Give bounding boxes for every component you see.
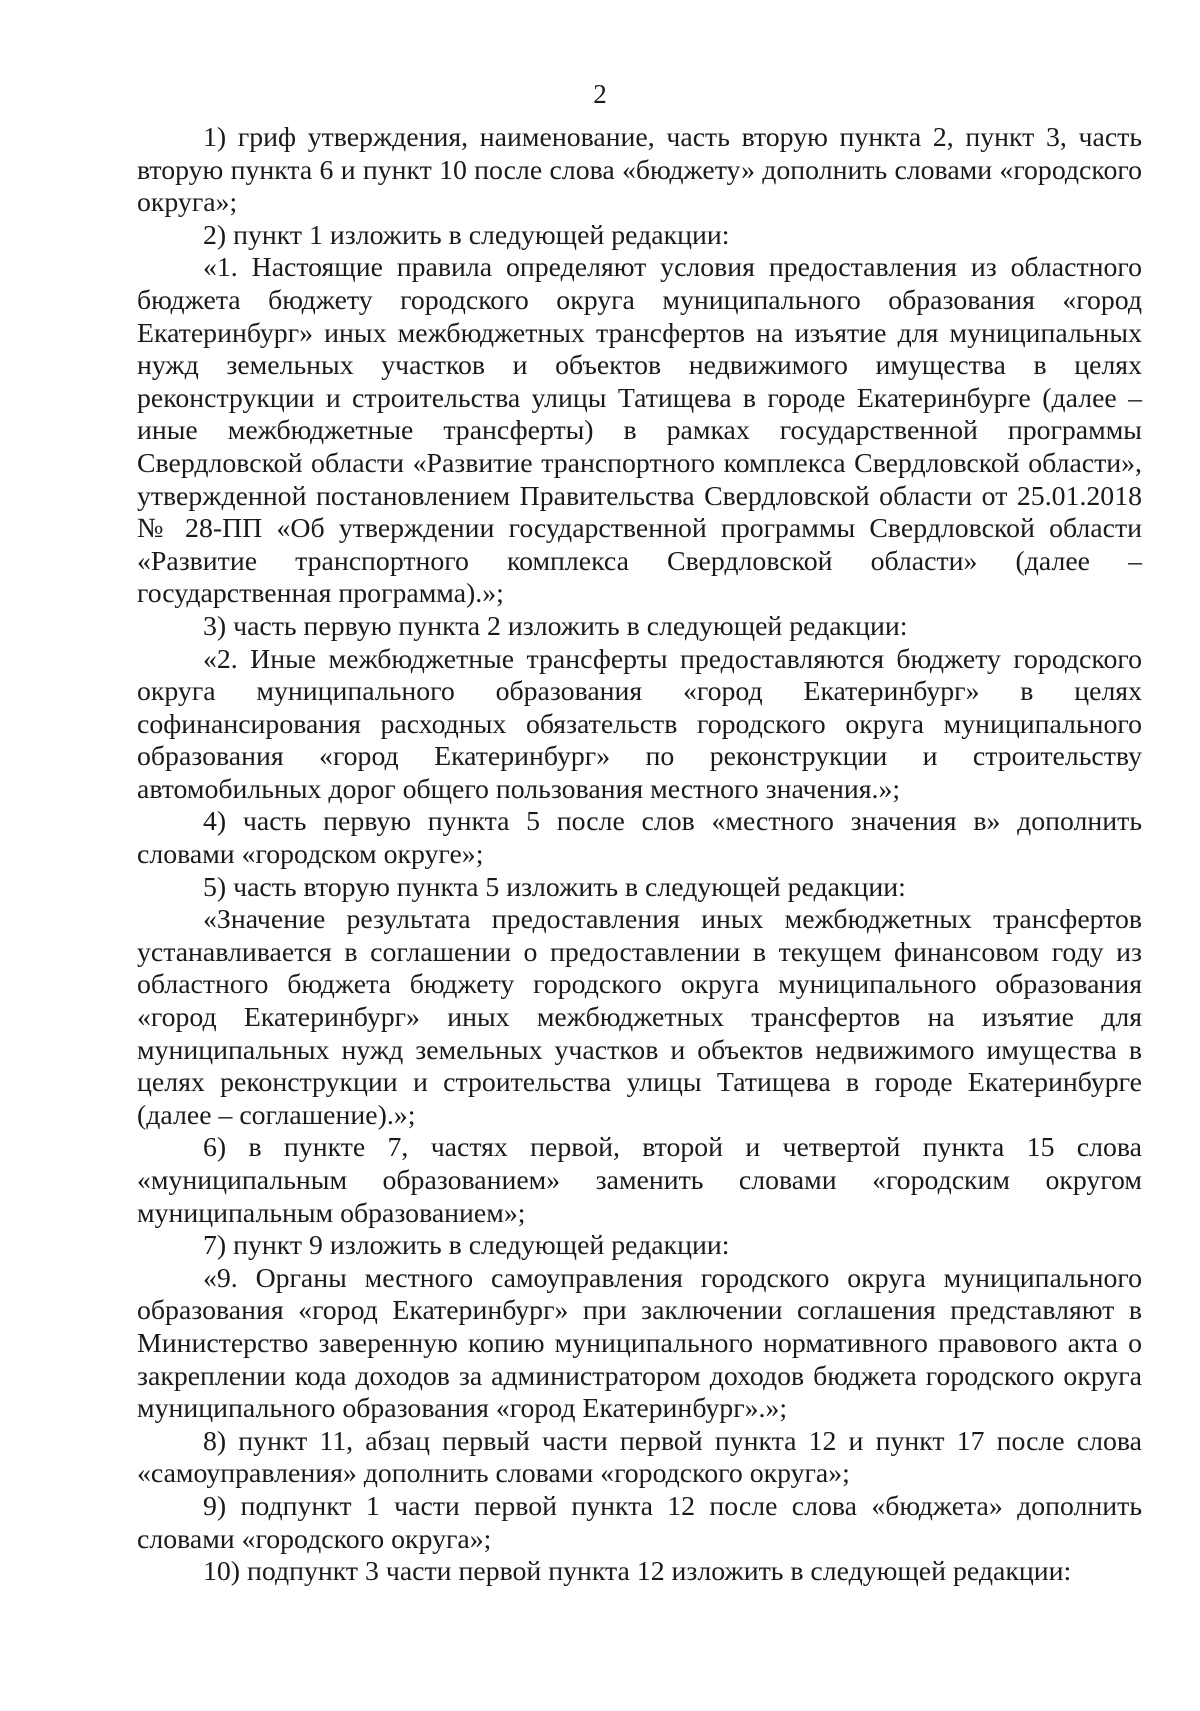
paragraph-7: 5) часть вторую пункта 5 изложить в следующей редакции: [203, 871, 906, 903]
paragraph-13: 9) подпункт 1 части первой пункта 12 после слова «бюджета» дополнить словами «городского округа»; [137, 1490, 1142, 1555]
paragraph-2: 2) пункт 1 изложить в следующей редакции: [203, 219, 730, 251]
document-body [137, 122, 1142, 1589]
paragraph-1: 1) гриф утверждения, наименование, часть вторую пункта 2, пункт 3, часть вторую пункта 6 и пункт 10 после слова «бюджету» дополнить словами «городского округа»; [137, 122, 1142, 219]
paragraph-3: «1. Настоящие правила определяют условия предоставления из областного бюджета бюджету городского округа муниципального образования «город Екатеринбург» иных межбюджетных трансфертов на изъятие для муниципальных нужд земельных участков и объектов недвижимого имущества в целях реконструкции и строительства улицы Татищева в городе Екатеринбурге (далее – иные межбюджетные трансферты) в рамках государственной программы Свердловской области «Развитие транспортного комплекса Свердловской области», утвержденной постановлением Правительства Свердловской области от 25.01.2018 № 28-ПП «Об утверждении государственной программы Свердловской области «Развитие транспортного комплекса Свердловской области» (далее – государственная программа).»; [137, 252, 1142, 610]
paragraph-4: 3) часть первую пункта 2 изложить в следующей редакции: [203, 610, 908, 642]
paragraph-11: «9. Органы местного самоуправления городского округа муниципального образования «город Екатеринбург» при заключении соглашения представляют в Министерство заверенную копию муниципального нормативного правового акта о закреплении кода доходов за администратором доходов бюджета городского округа муниципального образования «город Екатеринбург».»; [137, 1262, 1142, 1425]
paragraph-8: «Значение результата предоставления иных межбюджетных трансфертов устанавливается в соглашении о предоставлении в текущем финансовом году из областного бюджета бюджету городского округа муниципального образования «город Екатеринбург» иных межбюджетных трансфертов на изъятие для муниципальных нужд земельных участков и объектов недвижимого имущества в целях реконструкции и строительства улицы Татищева в городе Екатеринбурге (далее – соглашение).»; [137, 904, 1142, 1131]
paragraph-6: 4) часть первую пункта 5 после слов «местного значения в» дополнить словами «городском округе»; [137, 806, 1142, 871]
paragraph-5: «2. Иные межбюджетные трансферты предоставляются бюджету городского округа муниципального образования «город Екатеринбург» в целях софинансирования расходных обязательств городского округа муниципального образования «город Екатеринбург» по реконструкции и строительству автомобильных дорог общего пользования местного значения.»; [137, 643, 1142, 805]
paragraph-12: 8) пункт 11, абзац первый части первой пункта 12 и пункт 17 после слова «самоуправления» дополнить словами «городского округа»; [137, 1425, 1142, 1490]
paragraph-14: 10) подпункт 3 части первой пункта 12 изложить в следующей редакции: [203, 1556, 1072, 1588]
page-number: 2 [593, 79, 607, 109]
paragraph-10: 7) пункт 9 изложить в следующей редакции: [203, 1230, 730, 1262]
paragraph-9: 6) в пункте 7, частях первой, второй и четвертой пункта 15 слова «муниципальным образованием» заменить словами «городским округом муниципальным образованием»; [137, 1132, 1142, 1229]
